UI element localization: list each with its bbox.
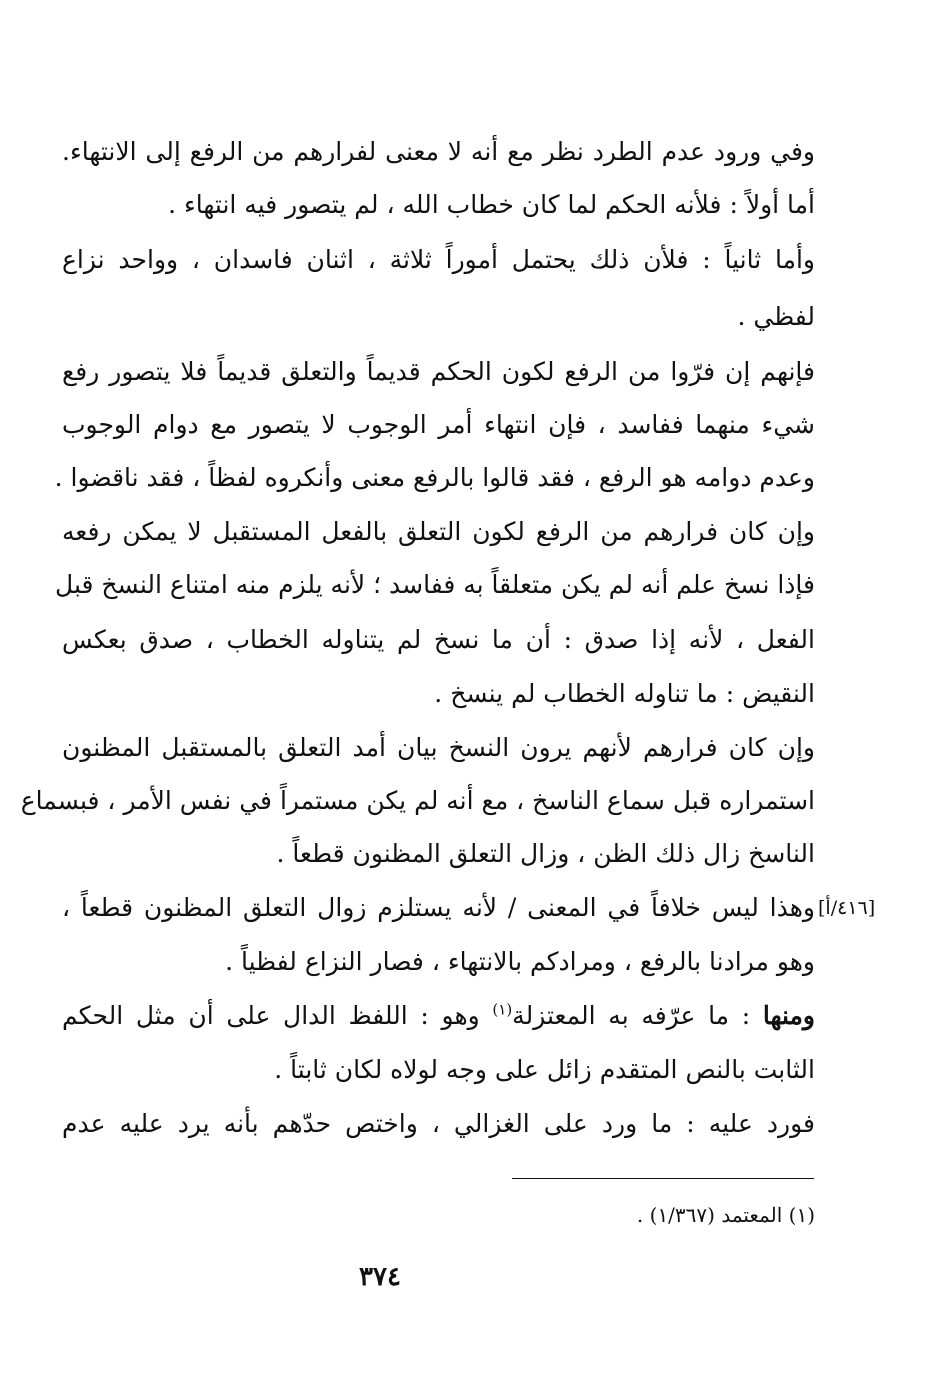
text-line: أما أولاً : فلأنه الحكم لما كان خطاب الله ، لم يتصور فيه انتهاء . (168, 190, 815, 219)
footnote-divider (512, 1178, 814, 1179)
text-line: النقيض : ما تناوله الخطاب لم ينسخ . (434, 679, 815, 708)
text-segment: : ما عرّفه به المعتزلة (512, 1001, 763, 1030)
section-lead-word: ومنها (762, 1001, 816, 1030)
page-number: ٣٧٤ (359, 1262, 401, 1292)
text-line: فإنهم إن فرّوا من الرفع لكون الحكم قديماً والتعلق قديماً فلا يتصور رفع (62, 357, 815, 386)
text-line: وفي ورود عدم الطرد نظر مع أنه لا معنى لفرارهم من الرفع إلى الانتهاء. (62, 137, 815, 166)
text-segment: وهو : اللفظ الدال على أن مثل الحكم (62, 1001, 493, 1030)
manuscript-folio-reference: [٤١٦/أ] (818, 897, 876, 919)
text-line: فورد عليه : ما ورد على الغزالي ، واختص حدّهم بأنه يرد عليه عدم (62, 1109, 815, 1138)
text-line: استمراره قبل سماع الناسخ ، مع أنه لم يكن مستمراً في نفس الأمر ، فبسماع (20, 786, 815, 815)
text-line: وهو مرادنا بالرفع ، ومرادكم بالانتهاء ، فصار النزاع لفظياً . (225, 947, 815, 976)
text-line: شيء منهما ففاسد ، فإن انتهاء أمر الوجوب لا يتصور مع دوام الوجوب (62, 410, 815, 439)
text-line: الناسخ زال ذلك الظن ، وزال التعلق المظنون قطعاً . (276, 839, 815, 868)
text-line (62, 996, 815, 1036)
text-line: وإن كان فرارهم من الرفع لكون التعلق بالفعل المستقبل لا يمكن رفعه (62, 517, 816, 546)
footnote-marker: (١) (492, 1000, 513, 1019)
text-line: فإذا نسخ علم أنه لم يكن متعلقاً به ففاسد ؛ لأنه يلزم منه امتناع النسخ قبل (55, 570, 815, 599)
text-line: الثابت بالنص المتقدم زائل على وجه لولاه لكان ثابتاً . (274, 1055, 815, 1084)
text-line: وإن كان فرارهم لأنهم يرون النسخ بيان أمد التعلق بالمستقبل المظنون (62, 733, 815, 762)
text-line: لفظي . (737, 302, 815, 331)
text-line: وهذا ليس خلافاً في المعنى / لأنه يستلزم زوال التعلق المظنون قطعاً ، (62, 893, 815, 922)
text-line: الفعل ، لأنه إذا صدق : أن ما نسخ لم يتناوله الخطاب ، صدق بعكس (62, 625, 815, 654)
text-line: وأما ثانياً : فلأن ذلك يحتمل أموراً ثلاثة ، اثنان فاسدان ، وواحد نزاع (62, 245, 815, 274)
text-line: وعدم دوامه هو الرفع ، فقد قالوا بالرفع معنى وأنكروه لفظاً ، فقد ناقضوا . (54, 463, 815, 492)
footnote: (١) المعتمد (١/٣٦٧) . (636, 1203, 815, 1227)
